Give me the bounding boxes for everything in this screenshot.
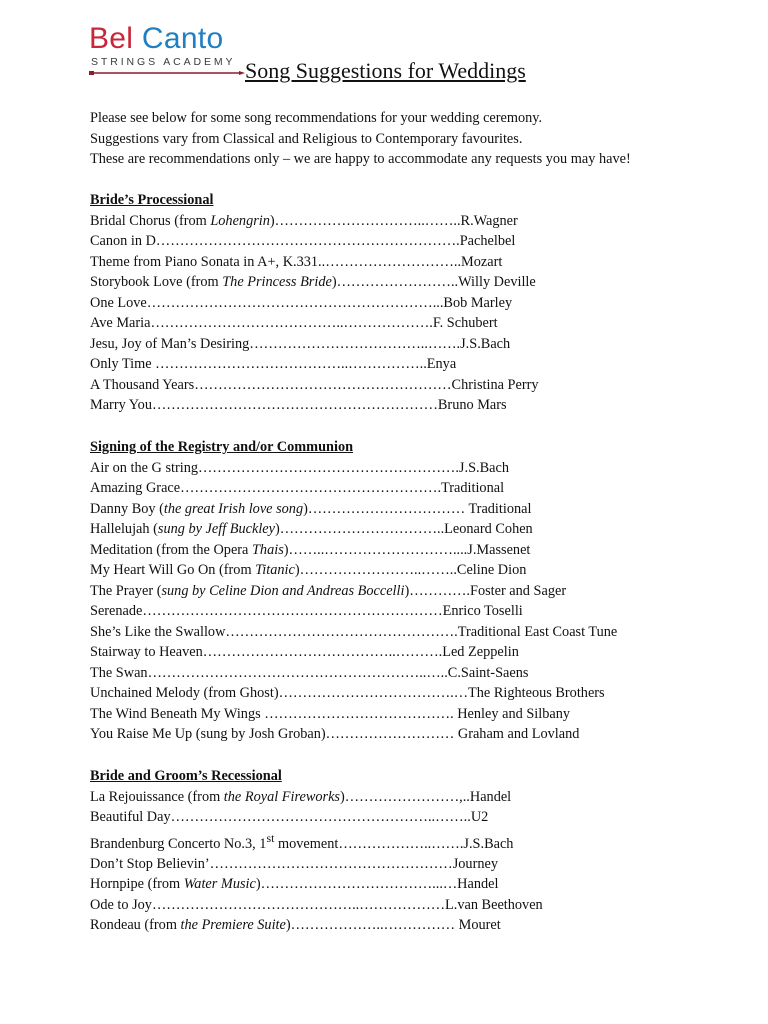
song-entry [90, 375, 690, 396]
song-entry [90, 642, 690, 663]
song-text: Air on the G string……………………………………………….J.S.Bach [90, 459, 509, 476]
song-text: You Raise Me Up (sung by Josh Groban)……………………… Graham and Lovland [90, 726, 580, 742]
song-text: A Thousand Years………………………………………………Christina Perry [90, 376, 539, 393]
song-italic-text: The Princess Bride [222, 274, 332, 290]
song-text: movement………………..…….J.S.Bach [274, 835, 514, 852]
song-text: Meditation (from the Opera [90, 541, 252, 558]
song-entry [90, 724, 690, 745]
song-list [90, 458, 690, 745]
song-text: My Heart Will Go On (from [90, 562, 256, 578]
song-text: )……………………………..Leonard Cohen [275, 521, 533, 537]
section-heading: Signing of the Registry and/or Communion [90, 439, 354, 455]
song-text: Amazing Grace……………………………………………….Traditional [90, 480, 505, 496]
song-text: Brandenburg Concerto No.3, 1 [90, 835, 267, 852]
song-entry [90, 874, 690, 895]
song-text: )……..………………………....J.Massenet [283, 541, 531, 558]
song-entry [90, 663, 690, 684]
logo-word-bel: Bel [89, 22, 134, 55]
song-text: )……………………..Willy Deville [331, 274, 536, 290]
song-italic-text: sung by Jeff Buckley [157, 521, 275, 537]
song-entry [90, 519, 690, 540]
song-entry [90, 787, 690, 808]
song-text: Don’t Stop Believin’……………………………………………Journey [90, 855, 498, 872]
song-text: Hallelujah ( [90, 521, 158, 537]
page-title: Song Suggestions for Weddings [245, 58, 526, 83]
song-italic-text: the great Irish love song [163, 500, 304, 517]
song-italic-text: Thais [251, 541, 284, 558]
song-text: )………….Foster and Sager [404, 582, 567, 599]
song-text: Beautiful Day………………………………………………..……..U2 [90, 809, 489, 825]
song-text: Ode to Joy……………………………………..………………L.van Beethoven [90, 896, 543, 913]
song-text: Serenade………………………………………………………Enrico Toselli [90, 603, 523, 619]
song-text: )………………………………...…Handel [255, 876, 499, 893]
song-entry [90, 601, 690, 622]
song-text: )……………………,..Handel [340, 788, 512, 805]
song-entry [90, 231, 690, 252]
song-entry [90, 272, 690, 293]
song-list [90, 787, 690, 936]
song-entry [90, 704, 690, 725]
song-text: )…………………………… Traditional [303, 500, 532, 517]
section-brides-processional [90, 190, 690, 416]
song-italic-text: Lohengrin [210, 212, 270, 229]
intro-line: Please see below for some song recommendations for your wedding ceremony. [90, 110, 543, 126]
academy-logo [89, 22, 245, 80]
song-entry [90, 313, 690, 334]
song-text: La Rejouissance (from [90, 788, 224, 805]
song-entry [90, 828, 690, 854]
song-italic-text: the Premiere Suite [180, 917, 286, 934]
song-text: One Love……………………………………………………...Bob Marley [90, 294, 513, 311]
song-list [90, 211, 690, 416]
song-entry [90, 540, 690, 561]
song-text: )……………………..……..Celine Dion [294, 562, 527, 578]
song-entry [90, 458, 690, 479]
song-entry [90, 499, 690, 520]
song-italic-text: the Royal Fireworks [223, 788, 341, 805]
song-italic-text: Water Music [183, 876, 256, 893]
song-text: Bridal Chorus (from [90, 212, 211, 229]
song-text: Unchained Melody (from Ghost)……………………………….…The Righteous Brothers [90, 685, 605, 701]
violin-bow-icon [89, 70, 245, 76]
song-entry [90, 915, 690, 936]
song-entry [90, 683, 690, 704]
song-entry [90, 334, 690, 355]
section-heading: Bride’s Processional [90, 192, 214, 208]
song-entry [90, 211, 690, 232]
song-text: Storybook Love (from [90, 274, 223, 290]
logo-tagline: STRINGS ACADEMY [91, 56, 236, 68]
song-entry [90, 581, 690, 602]
intro-line: Suggestions vary from Classical and Religious to Contemporary favourites. [90, 130, 523, 147]
song-entry [90, 807, 690, 828]
section-heading: Bride and Groom’s Recessional [90, 768, 282, 784]
song-text: Theme from Piano Sonata in A+, K.331..………………………..Mozart [90, 253, 503, 270]
song-entry [90, 395, 690, 416]
song-text: Canon in D……………………………………………………….Pachelbel [90, 233, 516, 249]
intro-text [90, 108, 631, 170]
song-text: Jesu, Joy of Man’s Desiring………………………………..…….J.S.Bach [90, 335, 511, 352]
song-text: She’s Like the Swallow………………………………………….Traditional East Coast Tune [90, 623, 618, 640]
song-text: )…………………………..……..R.Wagner [269, 212, 518, 229]
song-text: Only Time …………………………………..……………..Enya [90, 356, 457, 372]
song-entry [90, 354, 690, 375]
section-recessional [90, 766, 690, 936]
song-entry [90, 854, 690, 875]
section-signing-registry [90, 437, 690, 745]
song-text: The Wind Beneath My Wings …………………………………. Henley and Silbany [90, 705, 570, 722]
song-text: )………………..…………… Mouret [285, 917, 501, 934]
song-italic-text: Titanic [255, 562, 295, 578]
song-text: Ave Maria…………………………………..……………….F. Schubert [90, 315, 498, 331]
song-text: Stairway to Heaven…………………………………..……….Led Zeppelin [90, 644, 519, 660]
song-text: Hornpipe (from [90, 876, 184, 893]
song-text: Danny Boy ( [90, 500, 164, 517]
song-entry [90, 293, 690, 314]
song-text: Rondeau (from [90, 917, 181, 934]
logo-word-canto: Canto [141, 22, 224, 55]
song-entry [90, 895, 690, 916]
ordinal-superscript: st [266, 830, 275, 845]
song-text: Marry You……………………………………………………Bruno Mars [90, 397, 507, 413]
song-entry [90, 252, 690, 273]
song-italic-text: sung by Celine Dion and Andreas Boccelli [161, 582, 405, 599]
logo-wordmark [89, 22, 223, 56]
song-entry [90, 622, 690, 643]
song-text: The Swan…………………………………………………..…..C.Saint-Saens [90, 664, 529, 681]
song-text: The Prayer ( [90, 582, 162, 599]
song-entry [90, 560, 690, 581]
intro-line: These are recommendations only – we are happy to accommodate any requests you may have! [90, 151, 631, 167]
song-entry [90, 478, 690, 499]
